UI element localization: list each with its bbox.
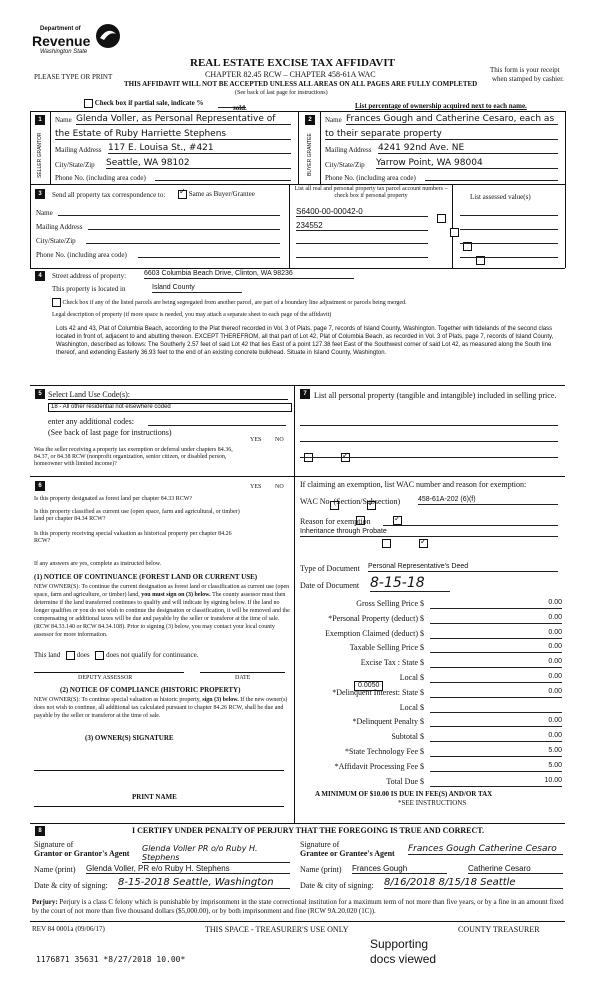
tax-line-label: *State Technology Fee $ bbox=[344, 746, 424, 756]
tax-line-row bbox=[300, 612, 562, 627]
s6-q3-yes-checkbox[interactable] bbox=[382, 539, 391, 548]
buyer-name-line-1[interactable]: Frances Gough and Catherine Cesaro, each as bbox=[346, 114, 558, 125]
notice1-title: (1) NOTICE OF CONTINUANCE (FOREST LAND OR CURRENT USE) bbox=[34, 573, 258, 581]
land-use-label: Select Land Use Code(s): bbox=[48, 390, 288, 400]
tax-line-amount[interactable]: 0.00 bbox=[430, 629, 562, 639]
buyer-city-field[interactable]: Yarrow Point, WA 98004 bbox=[376, 158, 558, 169]
reason-field[interactable]: Inheritance through Probate bbox=[300, 528, 558, 537]
tax-line-row bbox=[300, 745, 562, 760]
treasurer-stamp: 1176871 35631 *8/27/2018 10.00* bbox=[36, 955, 186, 964]
tax-line-label: Local $ bbox=[399, 672, 424, 682]
land-does-not-checkbox[interactable] bbox=[95, 651, 104, 660]
notice1-body-a: NEW OWNER(S): To continue the current designation as forest land or classification as current use (open space, farm and agriculture, or timber) land, bbox=[34, 584, 290, 598]
tax-line-label: *Delinquent Penalty $ bbox=[352, 717, 424, 727]
s6-no-header: NO bbox=[275, 484, 284, 490]
additional-codes-label: enter any additional codes: bbox=[48, 417, 134, 426]
seller-name-label: Name bbox=[55, 116, 72, 124]
assessed-3-field[interactable] bbox=[460, 243, 558, 244]
see-back-note: (See back of last page for instructions) bbox=[235, 90, 328, 96]
dor-logo bbox=[30, 20, 130, 72]
s6-q2-text: Is this property classified as current use (open space, farm and agricultural, or timber) land per chapter 84.34 RCW? bbox=[34, 509, 240, 522]
print-name-line[interactable] bbox=[34, 806, 284, 807]
deputy-date-label: DATE bbox=[235, 675, 251, 681]
tax-line-label: *Delinquent Interest: State $ bbox=[332, 687, 424, 697]
seller-side-label: SELLER GRANTOR bbox=[37, 132, 43, 178]
tax-line-amount[interactable]: 5.00 bbox=[430, 762, 562, 772]
land-use-see-back: (See back of last page for instructions) bbox=[48, 428, 172, 437]
owner-signature-label: (3) OWNER(S) SIGNATURE bbox=[85, 734, 174, 742]
parcel-1-field[interactable]: S6400-00-00042-0 bbox=[296, 207, 428, 217]
tax-line-amount[interactable]: 0.00 bbox=[430, 673, 562, 683]
buyer-mailing-label: Mailing Address bbox=[325, 146, 372, 154]
county-treasurer-label: COUNTY TREASURER bbox=[458, 925, 540, 934]
corr-mailing-label: Mailing Address bbox=[36, 223, 83, 231]
tax-line-amount[interactable]: 0.00 bbox=[430, 614, 562, 624]
same-as-buyer-label: Same as Buyer/Grantee bbox=[188, 190, 255, 199]
grantee-name-field-1[interactable]: Frances Gough bbox=[352, 864, 447, 874]
wac-field[interactable]: 458-61A-202 (6)(f) bbox=[418, 496, 558, 505]
parcel-4-field[interactable] bbox=[296, 257, 428, 258]
grantor-name-field[interactable]: Glenda Voller, PR e/o Ruby H. Stephens bbox=[86, 864, 290, 874]
assessed-header: List assessed value(s) bbox=[470, 193, 531, 201]
tax-line-row bbox=[300, 641, 562, 656]
partial-sale-checkbox[interactable] bbox=[84, 99, 93, 108]
doc-date-label: Date of Document bbox=[300, 581, 360, 590]
legal-description[interactable]: Lots 42 and 43, Plat of Columbia Beach, according to the Plat thereof recorded in Vol. 3 of Plats, page 7, records of Island County, Washington. Together with tidelands of the second class located in front of, adjacent to and abutting thereon. EXCEPT THEREFROM, all that part of Lot 42, Plat of Columbia Beach, as recorded in Vol. 3 of Plats, page 7, records of Island County, Washington, described as follows: The Southerly 2.57 feet of said Lot 42 that lies East of a point 127.38 feet East of the Southwest corner of said Lot 42, as measured along the South line thereof, and extending Easterly 36.93 feet to the end of an existing concrete bulkhead. Situate in Island County, Washington. bbox=[56, 326, 554, 356]
logo-line-state: Washington State bbox=[40, 49, 88, 55]
tax-line-amount[interactable]: 0.00 bbox=[430, 599, 562, 609]
land-use-select[interactable]: 18 - All other residential not elsewhere coded bbox=[48, 403, 292, 412]
tax-line-row bbox=[300, 627, 562, 642]
reason-line-1[interactable] bbox=[383, 525, 558, 526]
grantee-date-field[interactable]: 8/16/2018 8/15/18 Seattle bbox=[384, 877, 563, 889]
form-revision: REV 84 0001a (09/06/17) bbox=[32, 925, 105, 933]
grantee-date-label: Date & city of signing: bbox=[300, 881, 374, 890]
street-field[interactable]: 6603 Columbia Beach Drive, Clinton, WA 98236 bbox=[144, 270, 354, 279]
notice2-body bbox=[34, 696, 290, 720]
grantor-signature[interactable]: Glenda Voller PR o/o Ruby H. Stephens bbox=[142, 844, 290, 863]
tax-line-row bbox=[300, 701, 562, 716]
same-as-buyer-option bbox=[178, 190, 255, 199]
section-8-badge: 8 bbox=[35, 826, 45, 836]
parcel-1-personal-checkbox[interactable] bbox=[437, 214, 446, 223]
exemption-claim-label: If claiming an exemption, list WAC number and reason for exemption: bbox=[300, 480, 527, 489]
land-does-checkbox[interactable] bbox=[66, 651, 75, 660]
grantor-sig-label-1: Signature of bbox=[34, 840, 74, 849]
notice1-body-b: The county assessor must then determine if the land transferred continues to qualify and will indicate by signing below. If the land no longer qualifies or you do not wish to continue the designation or classification, it will be removed and the compensating or additional taxes will be due and payable by the seller or transferor at the time of sale. (RCW 84.33.140 or RCW 84.34.108). Prior to signing (3) below, you may contact your local county assessor for more information. bbox=[34, 592, 290, 638]
section-6-badge: 6 bbox=[35, 481, 45, 491]
street-label: Street address of property: bbox=[52, 272, 127, 280]
corr-phone-label: Phone No. (including area code) bbox=[36, 251, 127, 259]
additional-codes-field[interactable] bbox=[148, 425, 286, 426]
tax-line-label: Exemption Claimed (deduct) $ bbox=[325, 628, 424, 638]
section-2-badge: 2 bbox=[305, 115, 315, 125]
doc-type-field[interactable]: Personal Representative's Deed bbox=[368, 563, 558, 572]
corr-phone-field[interactable] bbox=[138, 257, 280, 258]
sold-label: sold. bbox=[233, 104, 247, 112]
corr-name-label: Name bbox=[36, 209, 53, 217]
tax-line-row bbox=[300, 656, 562, 671]
notice2-body-a: NEW OWNER(S): To continue special valuation as historic property, bbox=[34, 697, 201, 703]
tax-line-amount[interactable]: 0.00 bbox=[430, 643, 562, 653]
doc-type-label: Type of Document bbox=[300, 564, 360, 573]
perjury-bold-label: Perjury: bbox=[32, 898, 58, 906]
perjury-notice bbox=[32, 898, 567, 916]
grantee-name-field-2[interactable]: Catherine Cesaro bbox=[468, 864, 563, 874]
form-chapter: CHAPTER 82.45 RCW – CHAPTER 458-61A WAC bbox=[205, 70, 376, 79]
certify-statement: I CERTIFY UNDER PENALTY OF PERJURY THAT THE FOREGOING IS TRUE AND CORRECT. bbox=[132, 826, 485, 835]
s5-q1-text: Was the seller receiving a property tax exemption or deferral under chapters 84.36, 84.37, or 84.38 RCW (nonprofit organization, senior citizen, or disabled person, homeowner with limited income)? bbox=[34, 447, 233, 467]
partial-sale-row bbox=[84, 99, 203, 108]
assessed-2-field[interactable] bbox=[460, 229, 558, 230]
buyer-name-line-2[interactable]: to their separate property bbox=[325, 129, 558, 140]
buyer-mailing-field[interactable]: 4241 92nd Ave. NE bbox=[378, 143, 558, 154]
tax-line-row bbox=[300, 686, 562, 701]
correspondence-label: Send all property tax correspondence to: bbox=[52, 191, 166, 199]
wac-label: WAC No. (Section/Subsection) bbox=[300, 497, 401, 506]
seller-mailing-label: Mailing Address bbox=[55, 146, 102, 154]
parcel-2-field[interactable]: 234552 bbox=[296, 221, 428, 231]
buyer-side-label: BUYER GRANTEE bbox=[307, 133, 313, 177]
seller-phone-field[interactable] bbox=[155, 180, 291, 181]
tax-line-label: Taxable Selling Price $ bbox=[349, 643, 424, 653]
seller-mailing-field[interactable]: 117 E. Louisa St., #421 bbox=[108, 143, 291, 154]
s6-q3-text: Is this property receiving special valuation as historical property per chapter 84.26 RCW? bbox=[34, 531, 232, 544]
notice2-body-b: If the new owner(s) does not wish to continue, all additional tax calculated pursuant to chapter 84.26 RCW, shall be due and payable by the seller or transferor at the time of sale. bbox=[34, 697, 288, 719]
assessed-4-field[interactable] bbox=[460, 257, 558, 258]
tax-line-label: Local $ bbox=[399, 702, 424, 712]
doc-date-field[interactable]: 8-15-18 bbox=[370, 575, 450, 592]
s5-no-header: NO bbox=[275, 437, 284, 443]
segregated-checkbox[interactable] bbox=[52, 298, 61, 307]
this-land-label: This land bbox=[34, 651, 61, 660]
supporting-docs-line-2: docs viewed bbox=[370, 952, 437, 966]
land-does-label: does bbox=[76, 651, 90, 660]
tax-line-row bbox=[300, 597, 562, 612]
qualify-label: qualify for continuance. bbox=[131, 651, 199, 660]
minimum-note: A MINIMUM OF $10.00 IS DUE IN FEE(S) AND/OR TAX bbox=[315, 790, 493, 798]
partial-sale-label: Check box if partial sale, indicate % bbox=[94, 99, 204, 108]
s5-yes-header: YES bbox=[250, 437, 262, 443]
form-warning: THIS AFFIDAVIT WILL NOT BE ACCEPTED UNLESS ALL AREAS ON ALL PAGES ARE FULLY COMPLETED bbox=[124, 80, 478, 88]
section-1-badge: 1 bbox=[35, 115, 45, 125]
tax-line-row bbox=[300, 775, 562, 790]
local-rate-field[interactable]: 0.0050 bbox=[354, 681, 383, 691]
deputy-assessor-label: DEPUTY ASSESSOR bbox=[78, 675, 133, 681]
please-type-note: PLEASE TYPE OR PRINT bbox=[34, 73, 113, 81]
parcel-3-field[interactable] bbox=[296, 243, 428, 244]
grantor-sig-label-2: Grantor or Grantor's Agent bbox=[34, 849, 130, 858]
s6-yes-header: YES bbox=[250, 484, 262, 490]
supporting-docs-line-1: Supporting bbox=[370, 937, 429, 951]
tax-line-amount[interactable] bbox=[430, 703, 562, 713]
owner-signature-line[interactable] bbox=[34, 770, 284, 771]
land-does-not-label: does not bbox=[106, 651, 130, 660]
see-instructions-note: *SEE INSTRUCTIONS bbox=[398, 799, 467, 807]
assessed-1-field[interactable] bbox=[460, 215, 558, 216]
located-label: This property is located in bbox=[52, 285, 126, 293]
tax-line-amount[interactable]: 5.00 bbox=[430, 747, 562, 757]
corr-name-field[interactable] bbox=[58, 215, 280, 216]
tax-line-amount[interactable]: 10.00 bbox=[430, 777, 562, 787]
parcel-list-header: List all real and personal property tax parcel account numbers – check box if personal property bbox=[294, 186, 448, 199]
corr-mailing-field[interactable] bbox=[88, 229, 280, 230]
corr-city-field[interactable] bbox=[86, 243, 280, 244]
reason-label: Reason for exemption bbox=[300, 517, 371, 526]
seller-city-label: City/State/Zip bbox=[55, 161, 95, 169]
section-4-badge: 4 bbox=[35, 271, 45, 281]
tax-line-row bbox=[300, 715, 562, 730]
tax-line-label: *Personal Property (deduct) $ bbox=[328, 613, 424, 623]
seller-city-field[interactable]: Seattle, WA 98102 bbox=[106, 158, 291, 169]
buyer-phone-label: Phone No. (including area code) bbox=[325, 174, 416, 182]
grantee-sig-label-2: Grantee or Grantee's Agent bbox=[300, 849, 395, 858]
located-field[interactable]: Island County bbox=[152, 284, 242, 293]
seller-name-line-2[interactable]: the Estate of Ruby Harriette Stephens bbox=[55, 129, 291, 140]
section-5-badge: 5 bbox=[35, 389, 45, 399]
grantee-name-label: Name (print) bbox=[300, 865, 342, 874]
notice1-must-sign: you must sign on (3) below. bbox=[141, 592, 211, 598]
tax-line-row bbox=[300, 671, 562, 686]
treasurer-only-label: THIS SPACE - TREASURER'S USE ONLY bbox=[205, 925, 349, 934]
s6-q2-no-checkbox[interactable] bbox=[393, 516, 402, 525]
tax-line-label: *Affidavit Processing Fee $ bbox=[334, 761, 424, 771]
seller-name-line-1[interactable]: Glenda Voller, as Personal Representative of bbox=[76, 114, 291, 125]
tax-line-amount[interactable]: 0.00 bbox=[430, 658, 562, 668]
tax-line-amount[interactable]: 0.00 bbox=[430, 688, 562, 698]
segregated-row bbox=[52, 298, 407, 307]
buyer-phone-field[interactable] bbox=[425, 180, 558, 181]
grantee-signature[interactable]: Frances Gough Catherine Cesaro bbox=[408, 844, 563, 855]
s6-q3-no-checkbox[interactable] bbox=[419, 539, 428, 548]
personal-property-label: List all personal property (tangible and intangible) included in selling price. bbox=[314, 391, 557, 400]
logo-line-revenue: Revenue bbox=[32, 33, 91, 49]
same-as-buyer-checkbox[interactable] bbox=[178, 190, 187, 199]
receipt-note-2: when stamped by cashier. bbox=[492, 75, 564, 83]
tax-line-row bbox=[300, 760, 562, 775]
tax-line-amount[interactable]: 0.00 bbox=[430, 732, 562, 742]
tax-line-amount[interactable]: 0.00 bbox=[430, 717, 562, 727]
grantor-date-label: Date & city of signing: bbox=[34, 881, 108, 890]
perjury-text: Perjury is a class C felony which is punishable by imprisonment in the state correctional institution for a maximum term of not more than five years, or by a fine in an amount fixed by the court of not more than five thousand dollars ($5,000.00), or by both imprisonment and fine (RCW 9A.20.020 (1C)). bbox=[32, 898, 564, 915]
legal-label: Legal description of property (if more space is needed, you may attach a separate sheet to each page of the affidavit) bbox=[52, 312, 332, 318]
parcel-2-personal-checkbox[interactable] bbox=[450, 228, 459, 237]
grantor-date-field[interactable]: 8-15-2018 Seattle, Washington bbox=[118, 877, 290, 889]
continuance-row bbox=[34, 651, 198, 660]
notice1-body bbox=[34, 583, 290, 639]
section-3-badge: 3 bbox=[35, 189, 45, 199]
tax-line-label: Gross Selling Price $ bbox=[356, 599, 424, 608]
print-name-label: PRINT NAME bbox=[132, 793, 177, 801]
corr-city-label: City/State/Zip bbox=[36, 237, 76, 245]
segregated-label: Check box if any of the listed parcels are being segregated from another parcel, are part of a boundary line adjustment or parcels being merged. bbox=[62, 299, 407, 306]
if-yes-note: If any answers are yes, complete as instructed below. bbox=[34, 561, 162, 567]
personal-property-field-1[interactable] bbox=[300, 425, 558, 426]
tax-line-label: Total Due $ bbox=[386, 776, 424, 786]
tax-line-label: Subtotal $ bbox=[391, 732, 424, 742]
personal-property-field-3[interactable] bbox=[300, 457, 558, 458]
s6-q1-text: Is this property designated as forest land per chapter 84.33 RCW? bbox=[34, 496, 193, 502]
logo-line-dept: Department of bbox=[40, 26, 81, 32]
ownership-note: List percentage of ownership acquired next to each name. bbox=[355, 102, 527, 110]
buyer-name-label: Name bbox=[325, 116, 342, 124]
form-title: REAL ESTATE EXCISE TAX AFFIDAVIT bbox=[190, 57, 395, 69]
section-7-badge: 7 bbox=[300, 389, 310, 399]
tax-line-row bbox=[300, 730, 562, 745]
seller-phone-label: Phone No. (including area code) bbox=[55, 174, 146, 182]
tax-calculation bbox=[300, 597, 562, 789]
dor-swirl-icon bbox=[94, 22, 122, 50]
receipt-note-1: This form is your receipt bbox=[490, 66, 560, 74]
grantor-name-label: Name (print) bbox=[34, 865, 76, 874]
tax-line-label: Excise Tax : State $ bbox=[360, 658, 424, 668]
buyer-city-label: City/State/Zip bbox=[325, 161, 365, 169]
notice2-sign: sign (3) below. bbox=[202, 697, 239, 703]
notice2-title: (2) NOTICE OF COMPLIANCE (HISTORIC PROPERTY) bbox=[60, 686, 241, 694]
personal-property-field-2[interactable] bbox=[300, 441, 558, 442]
grantee-sig-label-1: Signature of bbox=[300, 840, 340, 849]
